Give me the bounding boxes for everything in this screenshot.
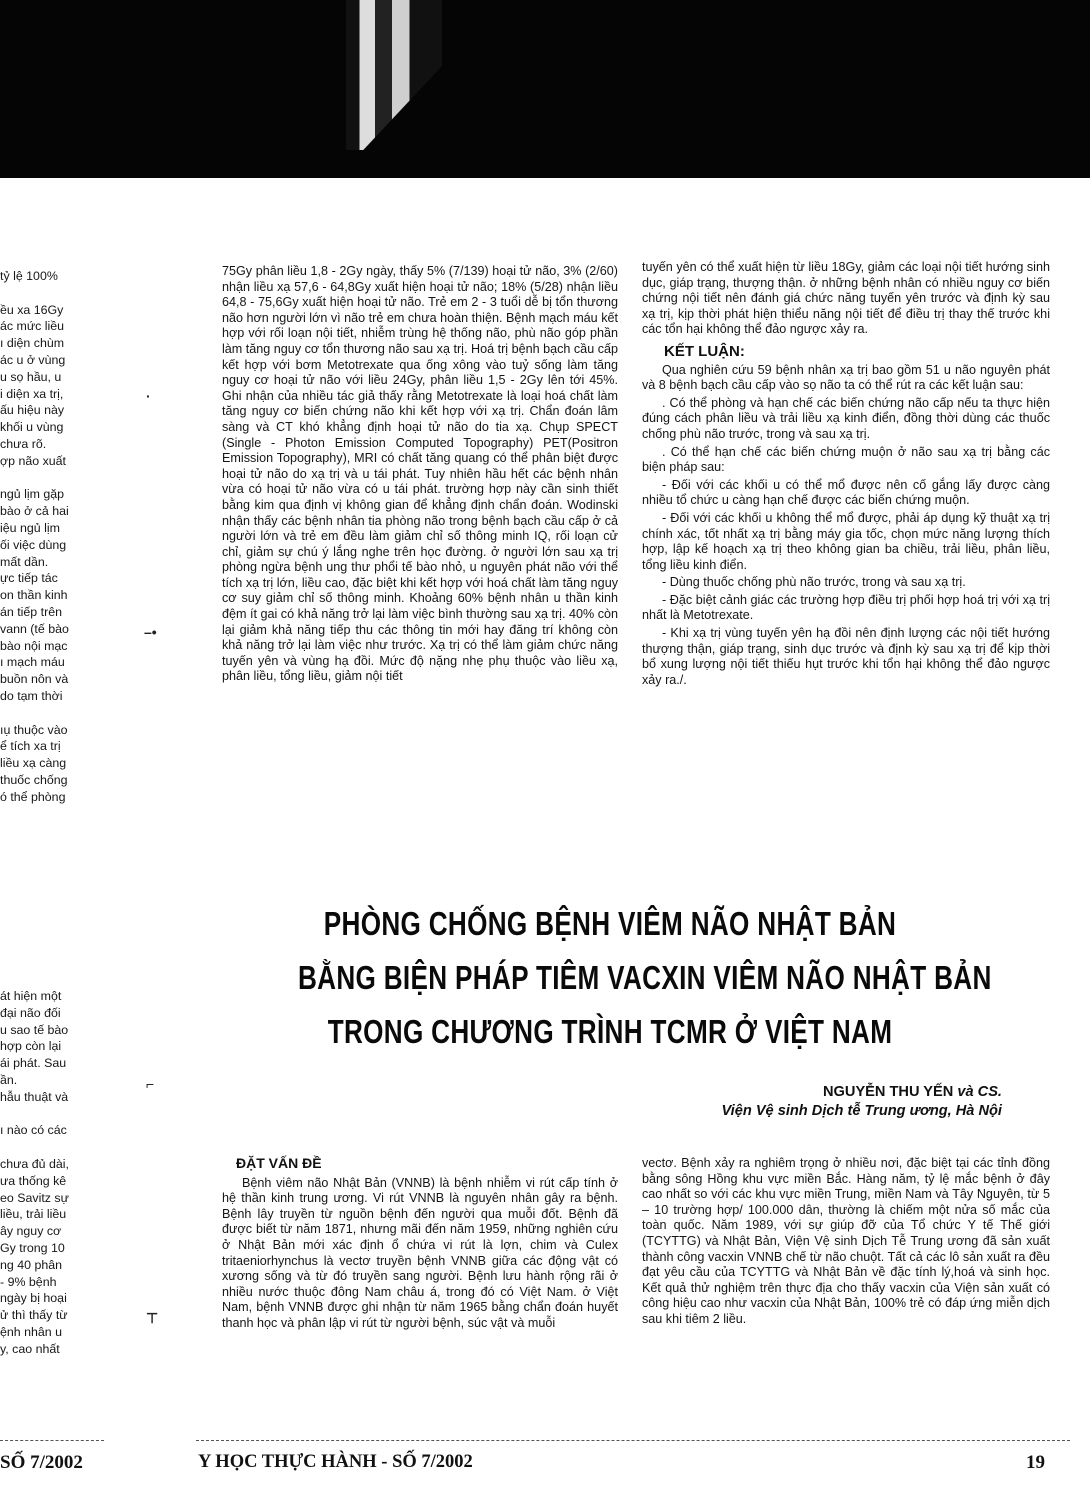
fragment-line: chưa rõ. — [0, 436, 47, 451]
margin-mark: –• — [144, 624, 157, 640]
fragment-line: khối u vùng — [0, 420, 64, 435]
fragment-line — [0, 705, 86, 722]
fragment-line: ưa thống kê — [0, 1173, 67, 1188]
fragment-line: ối việc dùng — [0, 537, 67, 552]
conclusion-paragraph: - Khi xạ trị vùng tuyến yên hạ đồi nên định lượng các nội tiết hướng thượng thận, giáp trạng, sinh dục trước và định kỳ sau xạ trị để kịp thời bổ xung lượng nội tiết thiếu hụt trước khi tổn hại không thể đảo ngược xảy ra./. — [642, 626, 1050, 687]
fragment-line: eo Savitz sự — [0, 1190, 69, 1205]
section-heading: ĐẶT VẤN ĐỀ — [236, 1155, 322, 1171]
fragment-line: ó thể phòng — [0, 789, 66, 804]
fragment-line: ıụ thuộc vào — [0, 722, 68, 737]
fragment-line — [0, 470, 86, 487]
fragment-line: ể tích xa trị — [0, 739, 61, 754]
article1-right-column — [642, 260, 1050, 690]
fragment-line: đại não đối — [0, 1005, 61, 1020]
fragment-line: ều xa 16Gy — [0, 302, 64, 317]
fragment-line: ần. — [0, 1072, 18, 1087]
conclusion-paragraph: - Đối với các khối u không thể mổ được, phải áp dụng kỹ thuật xạ trị chính xác, tốt nhất xạ trị bằng máy gia tốc, chọn mức năng lượng thích hợp, lập kế hoạch xạ trị theo không gian ba chiều, trải liều, phân liều, tổng liều kinh điển. — [642, 510, 1050, 572]
decorative-ribbon-graphic — [346, 0, 442, 150]
fragment-line: ác mức liều — [0, 319, 65, 334]
conclusion-paragraph: . Có thể hạn chế các biến chứng muộn ở não sau xạ trị bằng các biện pháp sau: — [642, 444, 1050, 475]
fragment-line: hẫu thuật và — [0, 1089, 69, 1104]
previous-column-fragment-top — [0, 268, 86, 806]
article1-body-paragraph: 75Gy phân liều 1,8 - 2Gy ngày, thấy 5% (7/139) hoại tử não, 3% (2/60) nhận liều xạ 57,6 - 64,8Gy xuất hiện hoại tử não; 18% (5/28) nhận liều 64,8 - 75,6Gy xuất hiện hoại tử não. Trẻ em 2 - 3 tuổi dễ bị tổn thương não hơn người lớn vì não trẻ em chưa hoàn thiện. Bệnh mạch máu kết hợp với rối loạn nội tiết, nhiễm trùng hệ thống não, phù não góp phần làm tăng nguy cơ tổn thương não sau xạ trị. Hoá trị bệnh bạch cầu cấp kết hợp với bơm Metotrexate qua ống xông vào tuỷ sống làm tăng nguy cơ hoại tử não với liều 24Gy, phân liều 1,5 - 2Gy lên tới 45%. Ghi nhận của nhiều tác giả thấy rằng Metotrexate là loại hoá chất làm tăng nguy cơ biến chứng não khi kết hợp với xạ trị. Chẩn đoán lâm sàng và CT khó khẳng định hoại tử não do tia xạ. Chụp SPECT (Single - Photon Emission Computed Topography) PET(Positron Emission Topography), MRI có chất tăng quang có thể phân biệt được hoại tử não do xạ trị và u tái phát. Tuy nhiên hầu hết các bệnh nhân vừa có hoại tử não vừa có u tái phát. trường hợp này cần sinh thiết bằng kim qua định vị không gian để khẳng định chẩn đoán. Wodinski nhận thấy các bệnh nhân tia phòng não trong bệnh bạch cầu cấp ở cả người lớn và trẻ em đều làm giảm chỉ số thông minh IQ, rối loạn cử chỉ, giảm sự chú ý lắng nghe trên học đường. ở người lớn sau xạ trị phòng ngừa bệnh ung thư phổi tế bào nhỏ, u nguyên phát não với thể tích xạ trị lớn, liều cao, đặc biệt khi kết hợp với hoá chất làm tăng nguy cơ suy giảm chỉ số thông minh. Khoảng 60% bệnh nhân u thần kinh đệm ít gai có khả năng trở lại làm việc bình thường sau xạ trị. 40% còn lại giảm khả năng tiếp thu các thông tin mới hay đăng trí không còn khả năng trở lại làm việc như trước. Xạ trị có thể làm giảm chức năng tuyến yên và vùng hạ đồi. Mức độ nặng nhẹ phụ thuộc vào liều xạ, phân liều, tổng liều, giảm nội tiết — [222, 264, 618, 684]
article2-title-line: PHÒNG CHỐNG BỆNH VIÊM NÃO NHẬT BẢN — [323, 906, 897, 943]
fragment-line: án tiếp trên — [0, 604, 62, 619]
fragment-line: ác u ở vùng — [0, 352, 66, 367]
article2-title-line: TRONG CHƯƠNG TRÌNH TCMR Ở VIỆT NAM — [327, 1014, 893, 1051]
author-name: NGUYỄN THU YẾN — [823, 1084, 954, 1100]
previous-column-fragment-bottom — [0, 988, 86, 1358]
conclusion-paragraph: - Đối với các khối u có thể mổ được nên cố gắng lấy được càng nhiều tổ chức u càng hạn chế được các biến chứng muộn. — [642, 477, 1050, 508]
fragment-line: mất dần. — [0, 554, 49, 569]
footer-rule-left — [0, 1440, 104, 1441]
fragment-line: ệnh nhân u — [0, 1324, 63, 1339]
fragment-line: ı mạch máu — [0, 655, 65, 670]
fragment-line: ấu hiệu này — [0, 403, 65, 418]
fragment-line: hợp còn lại — [0, 1039, 62, 1054]
fragment-line: i diện xa trị, — [0, 386, 64, 401]
fragment-line — [0, 1139, 86, 1156]
fragment-line: ı nào có các — [0, 1123, 67, 1138]
conclusion-heading: KẾT LUẬN: — [664, 342, 745, 360]
fragment-line: liều, trải liều — [0, 1207, 67, 1222]
conclusion-paragraph: - Dùng thuốc chống phù não trước, trong và sau xạ trị. — [662, 575, 966, 590]
fragment-line: do tạm thời — [0, 688, 63, 703]
article2-left-column — [222, 1156, 618, 1332]
fragment-line: on thần kinh — [0, 588, 68, 603]
fragment-line: ngày bị hoại — [0, 1291, 67, 1306]
fragment-line: chưa đủ dài, — [0, 1156, 69, 1171]
fragment-line: tỷ lệ 100% — [0, 269, 58, 283]
article2-title — [298, 898, 992, 1060]
fragment-line: ực tiếp tác — [0, 571, 58, 586]
article2-right-column — [642, 1156, 1050, 1328]
fragment-line: ử thì thấy từ — [0, 1308, 68, 1323]
fragment-line: ây nguy cơ — [0, 1224, 62, 1239]
fragment-line: liều xạ càng — [0, 756, 67, 771]
footer-page-number: 19 — [1026, 1452, 1045, 1473]
margin-mark: ⌐ — [146, 1076, 155, 1092]
conclusion-paragraph: Qua nghiên cứu 59 bệnh nhân xạ trị bao gồm 51 u não nguyên phát và 8 bệnh bạch cầu cấp vào sọ não ta có thể rút ra các kết luận sau: — [642, 362, 1050, 393]
footer-rule-right — [196, 1440, 1070, 1441]
fragment-line: thuốc chống — [0, 772, 68, 787]
conclusion-paragraph: - Đặc biệt cảnh giác các trường hợp điều trị phối hợp hoá trị với xạ trị nhất là Metotrexate. — [642, 592, 1050, 623]
fragment-line: ái phát. Sau — [0, 1056, 67, 1071]
fragment-line — [0, 1106, 86, 1123]
article2-right-paragraph: vectơ. Bệnh xảy ra nghiêm trọng ở nhiều nơi, đặc biệt tại các tỉnh đồng bằng sông Hồng khu vực miền Bắc. Hàng năm, tỷ lệ mắc bệnh ở đây cao nhất so với các khu vực miền Trung, miền Nam và Tây Nguyên, từ 5 – 10 trường hợp/ 100.000 dân, thường là chiếm một nửa số mắc của toàn quốc. Năm 1989, với sự giúp đỡ của Tổ chức Y tế Thế giới (TCYTTG) và Nhật Bản, Viện Vệ sinh Dịch Tễ Trung ương đã sản xuất thành công vacxin VNNB chế từ não chuột. Tất cả các lô sản xuất ra đều đạt yêu cầu của TCYTTG và Nhật Bản về đặc tính lý,hoá và sinh học. Kết quả thử nghiệm trên thực địa cho thấy vacxin của Viện sản xuất có công hiệu cao như vacxin của Nhật Bản, 100% trẻ có đáp ứng miễn dịch sau khi tiêm 2 liều. — [642, 1156, 1050, 1326]
fragment-line: ı diện chùm — [0, 336, 65, 351]
fragment-line: ngủ lịm gặp — [0, 487, 65, 502]
fragment-line: Gy trong 10 — [0, 1240, 65, 1255]
article2-author — [823, 1082, 1002, 1102]
conclusion-list — [642, 363, 1050, 689]
fragment-line: ng 40 phân — [0, 1257, 63, 1272]
fragment-line: vann (tế bào — [0, 621, 69, 636]
author-affiliation: Viện Vệ sinh Dịch tễ Trung ương, Hà Nội — [721, 1103, 1002, 1119]
footer-journal-name: Y HỌC THỰC HÀNH - SỐ 7/2002 — [198, 1452, 473, 1472]
fragment-line — [0, 285, 86, 302]
article1-middle-column — [222, 264, 618, 685]
fragment-line: u sọ hầu, u — [0, 369, 62, 384]
top-black-band — [0, 0, 1090, 178]
article2-title-line: BẰNG BIỆN PHÁP TIÊM VACXIN VIÊM NÃO NHẬT BẢN — [298, 960, 992, 997]
fragment-line: buồn nôn và — [0, 672, 69, 687]
article1-right-intro-paragraph: tuyến yên có thể xuất hiện từ liều 18Gy, giảm các loại nội tiết hướng sinh dục, giáp trạng, thượng thận. ở những bệnh nhân có nhiều nguy cơ biến chứng nội tiết nên đánh giá chức năng tuyến yên trước và định kỳ sau xạ trị, kịp thời phát hiện thiểu năng nội tiết để điều trị thay thế trước khi các tổn hại không thể đảo ngược xảy ra. — [642, 260, 1050, 337]
fragment-line: bào nội mạc — [0, 638, 68, 653]
article2-left-paragraph: Bệnh viêm não Nhật Bản (VNNB) là bệnh nhiễm vi rút cấp tính ở hệ thần kinh trung ương. Vi rút VNNB là nguyên nhân gây ra bệnh. Bệnh lây truyền từ nguồn bệnh đến người qua muỗi đốt. Bệnh đã được biết từ năm 1871, nhưng mãi đến năm 1959, những nghiên cứu ở Nhật Bản mới xác định ổ chứa vi rút là lợn, chim và Culex tritaeniorhynchus là vectơ truyền bệnh VNNB giữa các động vật có xương sống và từ đó truyền sang người. Bệnh lưu hành rộng rãi ở nhiều nước thuộc đông Nam châu á, trong đó có Việt Nam. ở Việt Nam, bệnh VNNB được ghi nhận từ năm 1965 bằng chẩn đoán huyết thanh học và phân lập vi rút từ người bệnh, súc vật và muỗi — [222, 1175, 618, 1330]
fragment-line: bào ở cả hai — [0, 504, 69, 519]
fragment-line: át hiện một — [0, 989, 62, 1003]
fragment-line: y, cao nhất — [0, 1341, 60, 1356]
conclusion-paragraph: . Có thể phòng và hạn chế các biến chứng não cấp nếu ta thực hiện đúng cách phân liều và trải liều xạ kinh điển, đồng thời dùng các thuốc chống phù não trước, trong và sau xạ trị. — [642, 395, 1050, 441]
margin-mark: ⊤ — [146, 1310, 159, 1326]
fragment-line: ợp não xuất — [0, 453, 66, 468]
fragment-line: u sao tế bào — [0, 1022, 69, 1037]
margin-mark: · — [146, 388, 151, 404]
footer-previous-page-issue: SỐ 7/2002 — [0, 1452, 83, 1473]
fragment-line: iệu ngủ lịm — [0, 520, 60, 535]
author-suffix: và CS. — [957, 1084, 1002, 1100]
fragment-line: - 9% bệnh — [0, 1274, 57, 1289]
